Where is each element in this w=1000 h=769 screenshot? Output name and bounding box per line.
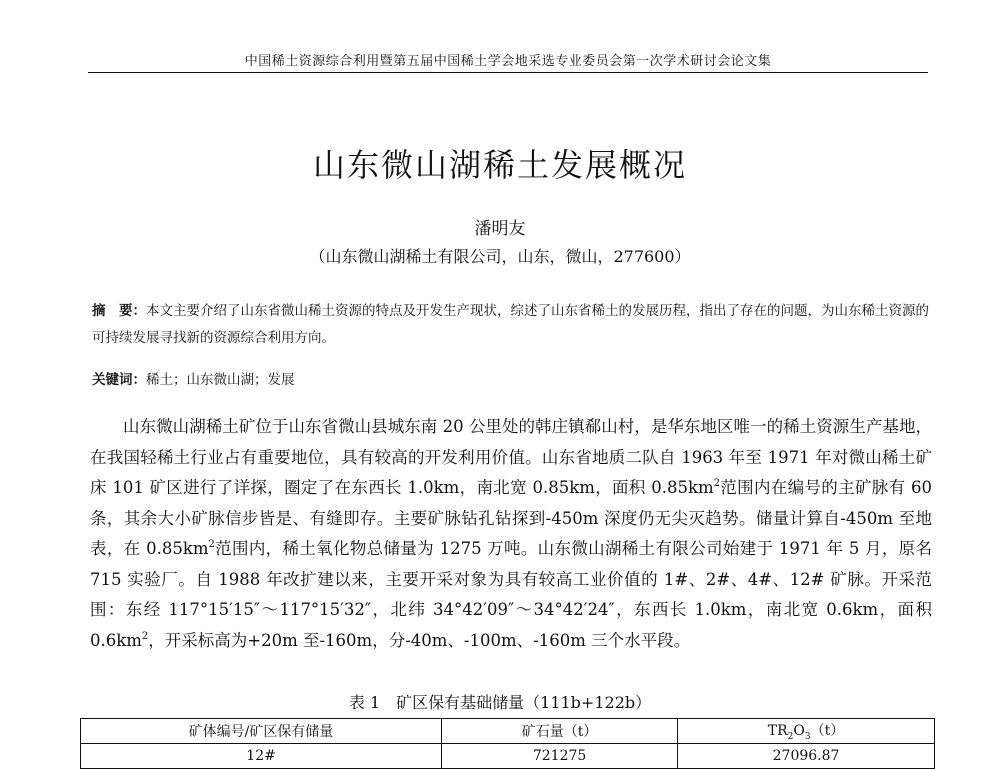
formula-tr: TR [767,723,788,740]
table-header-cell: 矿石量（t） [442,719,678,744]
keywords [92,368,930,388]
formula-unit: （t） [810,723,845,740]
author-affiliation: （山东微山湖稀土有限公司，山东，微山，277600） [309,247,691,266]
table-header-row [81,719,935,744]
superscript-2: 2 [141,630,149,642]
paper-title: 山东微山湖稀土发展概况 [312,146,687,184]
body-paragraph [90,412,932,656]
superscript-2: 2 [713,478,721,489]
running-header: 中国稀土资源综合利用暨第五届中国稀土学会地采选专业委员会第一次学术研讨会论文集 [244,54,772,69]
keywords-text: 稀土；山东微山湖；发展 [146,372,295,388]
abstract [92,298,930,352]
superscript-2: 2 [208,539,215,550]
header-rule [88,72,928,73]
formula-sub-2: 2 [787,731,794,742]
abstract-label: 摘 要： [92,303,146,319]
reserves-table [80,718,935,769]
table-cell: 721275 [442,744,678,769]
author-name: 潘明友 [474,219,526,239]
body-text-part-4: ，开采标高为+20m 至-160m，分-40m、-100m、-160m 三个水平段。 [148,630,691,650]
table-header-cell: 矿体编号/矿区保有储量 [81,719,442,744]
formula-sub-3: 3 [804,731,811,742]
body-text-part-2: 范围内在编号的主矿脉有 60 条，其余大小矿脉信步皆是、有缝即存。主要矿脉钻孔钻探到-450m 深度仍无尖灭趋势。储量计算自-450m 至地表，在 0.85km [90,478,932,558]
table-row [81,744,935,769]
abstract-text: 本文主要介绍了山东省微山稀土资源的特点及开发生产现状，综述了山东省稀土的发展历程，指出了存在的问题，为山东稀土资源的可持续发展寻找新的资源综合利用方向。 [92,303,929,346]
body-text-part-1: 山东微山湖稀土矿位于山东省微山县城东南 20 公里处的韩庄镇郗山村，是华东地区唯一的稀土资源生产基地，在我国轻稀土行业占有重要地位，具有较高的开发利用价值。山东省地质二队自 1963 年至 1971 年对微山稀土矿床 101 矿区进行了详探，圈定了在东西长 1.0km，南北宽 0.85km，面积 0.85km [90,417,932,497]
keywords-label: 关键词： [92,372,146,388]
table-cell: 12# [81,744,442,769]
table-cell: 27096.87 [678,744,935,769]
formula-o: O [793,723,805,740]
table-header-cell [678,719,935,744]
table-caption: 表 1 矿区保有基础储量（111b+122b） [348,693,652,712]
body-text-part-3: 范围内，稀土氧化物总储量为 1275 万吨。山东微山湖稀土有限公司始建于 1971 年 5 月，原名 715 实验厂。自 1988 年改扩建以来，主要开采对象为具有较高工业价值的 1#、2#、4#、12# 矿脉。开采范围：东经 117°15′15″～117°15′32″，北纬 34°42′09″～34°42′24″，东西长 1.0km，南北宽 0.6km，面积 0.6km [90,539,932,650]
